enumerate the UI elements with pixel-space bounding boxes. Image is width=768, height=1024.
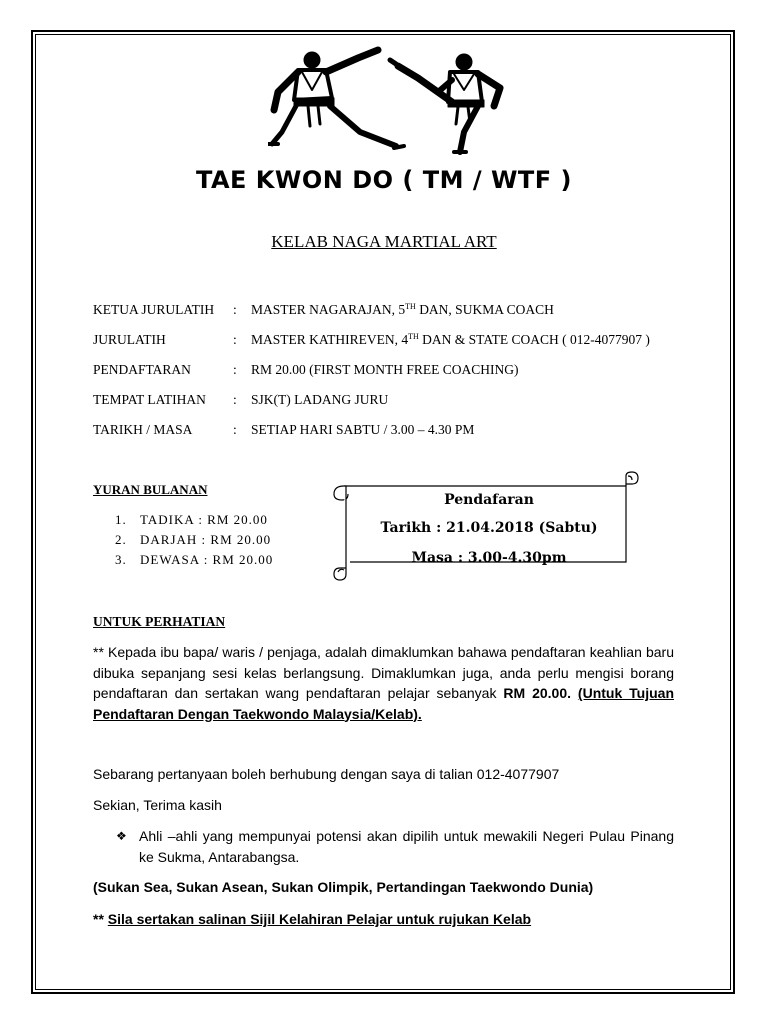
bullet-text: Ahli –ahli yang mempunyai potensi akan dipilih untuk mewakili Negeri Pulau Pinang ke Sukma, Antarabangsa. xyxy=(139,828,674,865)
info-colon: : xyxy=(233,302,237,317)
attention-paragraph: ** Kepada ibu bapa/ waris / penjaga, adalah dimaklumkan bahawa pendaftaran keahlian baru dibuka sepanjang sesi kelas berlangsung. Dimaklumkan juga, anda perlu mengisi borang pendaftaran dan sertakan wang pendaftaran pelajar sebanyak RM 20.00. (Untuk Tujuan Pendaftaran Dengan Taekwondo Malaysia/Kelab). xyxy=(93,644,675,722)
club-name: KELAB NAGA MARTIAL ART xyxy=(271,232,497,251)
scroll-date: Tarikh : 21.04.2018 (Sabtu) xyxy=(380,520,598,536)
amount-text: RM 20.00. xyxy=(503,685,571,701)
list-item: 3. DEWASA : RM 20.00 xyxy=(115,552,274,567)
taekwondo-fighters-illustration xyxy=(268,40,508,158)
list-item: 1. TADIKA : RM 20.00 xyxy=(115,512,268,527)
monthly-fee-heading: YURAN BULANAN xyxy=(93,482,208,497)
info-value: MASTER NAGARAJAN, 5TH DAN, SUKMA COACH xyxy=(251,302,554,317)
registration-note: (Untuk Tujuan Pendaftaran Dengan Taekwondo Malaysia/Kelab). xyxy=(93,685,675,722)
main-title: TAE KWON DO ( TM / WTF ) xyxy=(195,166,573,194)
bullet-item xyxy=(116,826,674,867)
info-value: SETIAP HARI SABTU / 3.00 – 4.30 PM xyxy=(251,422,475,437)
info-label: JURULATIH xyxy=(93,332,166,347)
scroll-time: Masa : 3.00-4.30pm xyxy=(411,550,567,566)
scroll-title: Pendafaran xyxy=(444,492,534,508)
closing-line: Sekian, Terima kasih xyxy=(93,797,222,813)
info-label: TEMPAT LATIHAN xyxy=(93,392,206,407)
info-colon: : xyxy=(233,422,237,437)
info-label: PENDAFTARAN xyxy=(93,362,191,377)
diamond-bullet-icon: ❖ xyxy=(116,829,127,843)
final-note: ** Sila sertakan salinan Sijil Kelahiran Pelajar untuk rujukan Kelab xyxy=(93,911,532,927)
info-label: KETUA JURULATIH xyxy=(93,302,215,317)
info-label: TARIKH / MASA xyxy=(93,422,193,437)
info-colon: : xyxy=(233,332,237,347)
contact-line: Sebarang pertanyaan boleh berhubung dengan saya di talian 012-4077907 xyxy=(93,766,560,782)
attention-heading: UNTUK PERHATIAN xyxy=(93,614,226,629)
events-line: (Sukan Sea, Sukan Asean, Sukan Olimpik, Pertandingan Taekwondo Dunia) xyxy=(93,879,594,895)
info-colon: : xyxy=(233,362,237,377)
info-value: SJK(T) LADANG JURU xyxy=(251,392,389,407)
info-value: RM 20.00 (FIRST MONTH FREE COACHING) xyxy=(251,362,519,377)
info-colon: : xyxy=(233,392,237,407)
info-value: MASTER KATHIREVEN, 4TH DAN & STATE COACH ( 012-4077907 ) xyxy=(251,332,650,347)
list-item: 2. DARJAH : RM 20.00 xyxy=(115,532,272,547)
ordinal-suffix: TH xyxy=(408,332,419,341)
ordinal-suffix: TH xyxy=(405,302,416,311)
monthly-fee-list xyxy=(115,512,273,572)
